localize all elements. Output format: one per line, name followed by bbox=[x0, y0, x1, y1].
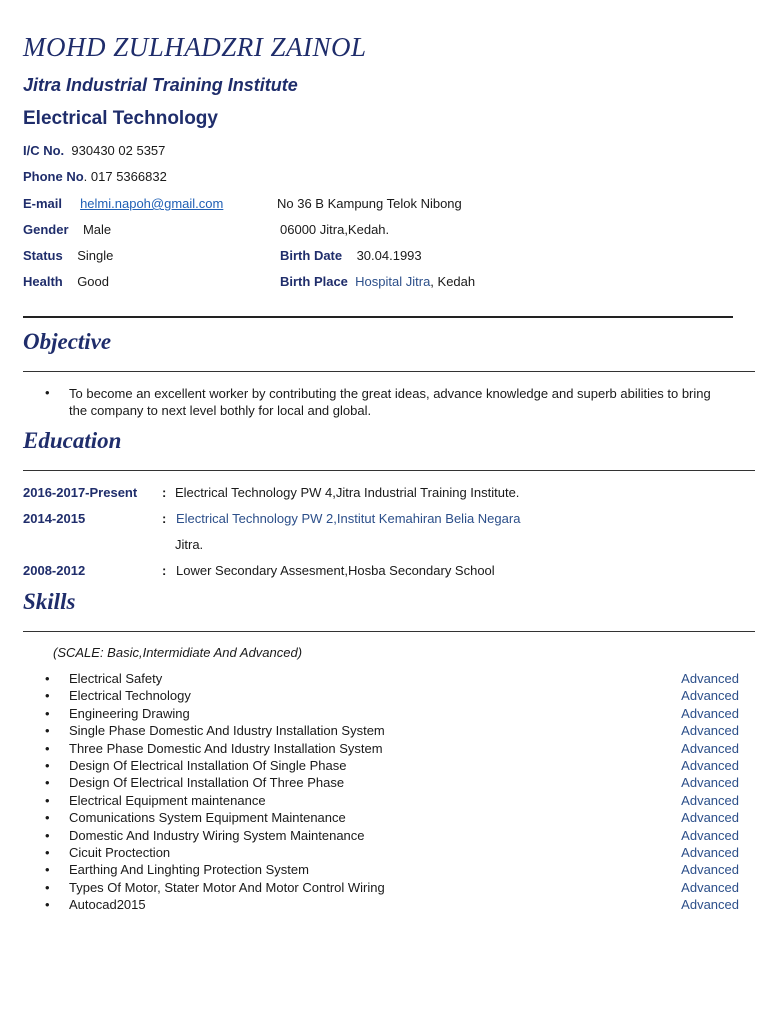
status-label: Status bbox=[23, 248, 63, 263]
birth-date-label: Birth Date bbox=[280, 248, 343, 263]
skill-name: Electrical Safety bbox=[69, 671, 163, 686]
skill-level: Advanced bbox=[681, 879, 739, 895]
status-value: Single bbox=[77, 248, 114, 263]
skill-name: Types Of Motor, Stater Motor And Motor Control Wiring bbox=[69, 879, 385, 895]
skill-level: Advanced bbox=[681, 740, 739, 756]
education-detail: Electrical Technology PW 2,Institut Kemahiran Belia Negara bbox=[176, 511, 521, 526]
ic-value: 930430 02 5357 bbox=[71, 143, 166, 158]
phone-label: Phone No bbox=[23, 169, 84, 184]
skills-scale-note: (SCALE: Basic,Intermidiate And Advanced) bbox=[53, 645, 303, 660]
education-detail-continued: Jitra. bbox=[175, 537, 204, 552]
skill-name: Electrical Technology bbox=[69, 688, 191, 704]
bullet-dot: • bbox=[45, 723, 50, 739]
skill-item bbox=[0, 740, 768, 757]
education-row bbox=[23, 563, 85, 578]
email-row bbox=[23, 196, 223, 211]
skill-item bbox=[0, 705, 768, 722]
birth-date-value: 30.04.1993 bbox=[356, 248, 422, 263]
education-row bbox=[23, 485, 137, 500]
skill-item bbox=[0, 879, 768, 896]
institute-title: Jitra Industrial Training Institute bbox=[23, 75, 298, 95]
bullet-dot: • bbox=[45, 810, 50, 826]
skill-level: Advanced bbox=[681, 757, 739, 773]
health-label: Health bbox=[23, 274, 63, 289]
skill-level: Advanced bbox=[681, 897, 739, 913]
skill-level: Advanced bbox=[681, 775, 739, 791]
address-line1: No 36 B Kampung Telok Nibong bbox=[277, 196, 462, 211]
skill-name: Domestic And Industry Wiring System Maintenance bbox=[69, 827, 365, 843]
skill-name: Electrical Equipment maintenance bbox=[69, 792, 266, 808]
phone-value: . 017 5366832 bbox=[83, 169, 167, 184]
skill-name: Engineering Drawing bbox=[69, 705, 190, 721]
skill-name: Single Phase Domestic And Idustry Installation System bbox=[69, 723, 385, 739]
skill-name: Design Of Electrical Installation Of Single Phase bbox=[69, 757, 347, 773]
email-label: E-mail bbox=[23, 196, 63, 211]
bullet-dot: • bbox=[45, 879, 50, 895]
bullet-dot: • bbox=[45, 688, 50, 704]
resume-name: MOHD ZULHADZRI ZAINOL bbox=[23, 32, 367, 62]
skill-name: Design Of Electrical Installation Of Three Phase bbox=[69, 775, 345, 791]
skill-level: Advanced bbox=[681, 792, 739, 808]
bullet-dot: • bbox=[45, 705, 50, 721]
skill-item bbox=[0, 809, 768, 826]
education-colon: : bbox=[162, 563, 167, 578]
gender-value: Male bbox=[82, 222, 112, 237]
objective-divider bbox=[23, 371, 755, 372]
skill-item bbox=[0, 896, 768, 913]
address-line2: 06000 Jitra,Kedah. bbox=[280, 222, 390, 237]
skill-item bbox=[0, 792, 768, 809]
objective-text: To become an excellent worker by contributing the great ideas, advance knowledge and superb abilities to bring the company to next level bothly for local and global. bbox=[69, 386, 711, 418]
skill-item bbox=[0, 844, 768, 861]
bullet-dot: • bbox=[45, 775, 50, 791]
email-link[interactable]: helmi.napoh@gmail.com bbox=[80, 196, 224, 211]
bullet-dot: • bbox=[45, 862, 50, 878]
skill-item bbox=[0, 757, 768, 774]
education-heading: Education bbox=[23, 428, 122, 453]
bullet-dot: • bbox=[45, 385, 50, 400]
skill-item bbox=[0, 827, 768, 844]
skill-level: Advanced bbox=[681, 844, 739, 860]
ic-row bbox=[23, 143, 165, 158]
gender-row bbox=[23, 222, 111, 237]
birth-place-row bbox=[280, 274, 475, 289]
education-year: 2008-2012 bbox=[23, 563, 86, 578]
education-colon: : bbox=[162, 485, 167, 500]
skill-item bbox=[0, 774, 768, 791]
health-value: Good bbox=[77, 274, 109, 289]
bullet-dot: • bbox=[45, 844, 50, 860]
education-divider bbox=[23, 470, 755, 471]
header-divider bbox=[23, 316, 733, 318]
birth-date-row bbox=[280, 248, 422, 263]
skill-item bbox=[0, 722, 768, 739]
bullet-dot: • bbox=[45, 827, 50, 843]
skill-level: Advanced bbox=[681, 671, 739, 686]
gender-label: Gender bbox=[23, 222, 69, 237]
skill-name: Cicuit Proctection bbox=[69, 844, 171, 860]
bullet-dot: • bbox=[45, 740, 50, 756]
bullet-dot: • bbox=[45, 671, 50, 686]
skill-name: Comunications System Equipment Maintenance bbox=[69, 810, 346, 826]
skill-level: Advanced bbox=[681, 705, 739, 721]
skills-list bbox=[0, 670, 768, 913]
objective-heading: Objective bbox=[23, 329, 112, 354]
skills-divider bbox=[23, 631, 755, 632]
birth-place-suffix: , Kedah bbox=[430, 274, 476, 289]
status-row bbox=[23, 248, 113, 263]
education-row bbox=[23, 511, 85, 526]
skill-level: Advanced bbox=[681, 723, 739, 739]
skill-level: Advanced bbox=[681, 862, 739, 878]
department-title: Electrical Technology bbox=[23, 108, 218, 129]
bullet-dot: • bbox=[45, 897, 50, 913]
skill-name: Earthing And Linghting Protection System bbox=[69, 862, 309, 878]
skill-item bbox=[0, 670, 768, 687]
education-year: 2016-2017-Present bbox=[23, 485, 138, 500]
birth-place-value: Hospital Jitra bbox=[355, 274, 431, 289]
skill-item bbox=[0, 861, 768, 878]
education-year: 2014-2015 bbox=[23, 511, 86, 526]
birth-place-label: Birth Place bbox=[280, 274, 348, 289]
ic-label: I/C No. bbox=[23, 143, 65, 158]
skills-heading: Skills bbox=[23, 589, 76, 614]
education-detail: Electrical Technology PW 4,Jitra Industrial Training Institute. bbox=[175, 485, 520, 500]
skill-level: Advanced bbox=[681, 827, 739, 843]
bullet-dot: • bbox=[45, 792, 50, 808]
skill-level: Advanced bbox=[681, 688, 739, 704]
education-detail: Lower Secondary Assesment,Hosba Secondary School bbox=[176, 563, 495, 578]
skill-level: Advanced bbox=[681, 810, 739, 826]
skill-name: Autocad2015 bbox=[69, 897, 146, 913]
skill-item bbox=[0, 687, 768, 704]
phone-row bbox=[23, 169, 167, 184]
health-row bbox=[23, 274, 109, 289]
education-colon: : bbox=[162, 511, 167, 526]
skill-name: Three Phase Domestic And Idustry Installation System bbox=[69, 740, 383, 756]
bullet-dot: • bbox=[45, 757, 50, 773]
